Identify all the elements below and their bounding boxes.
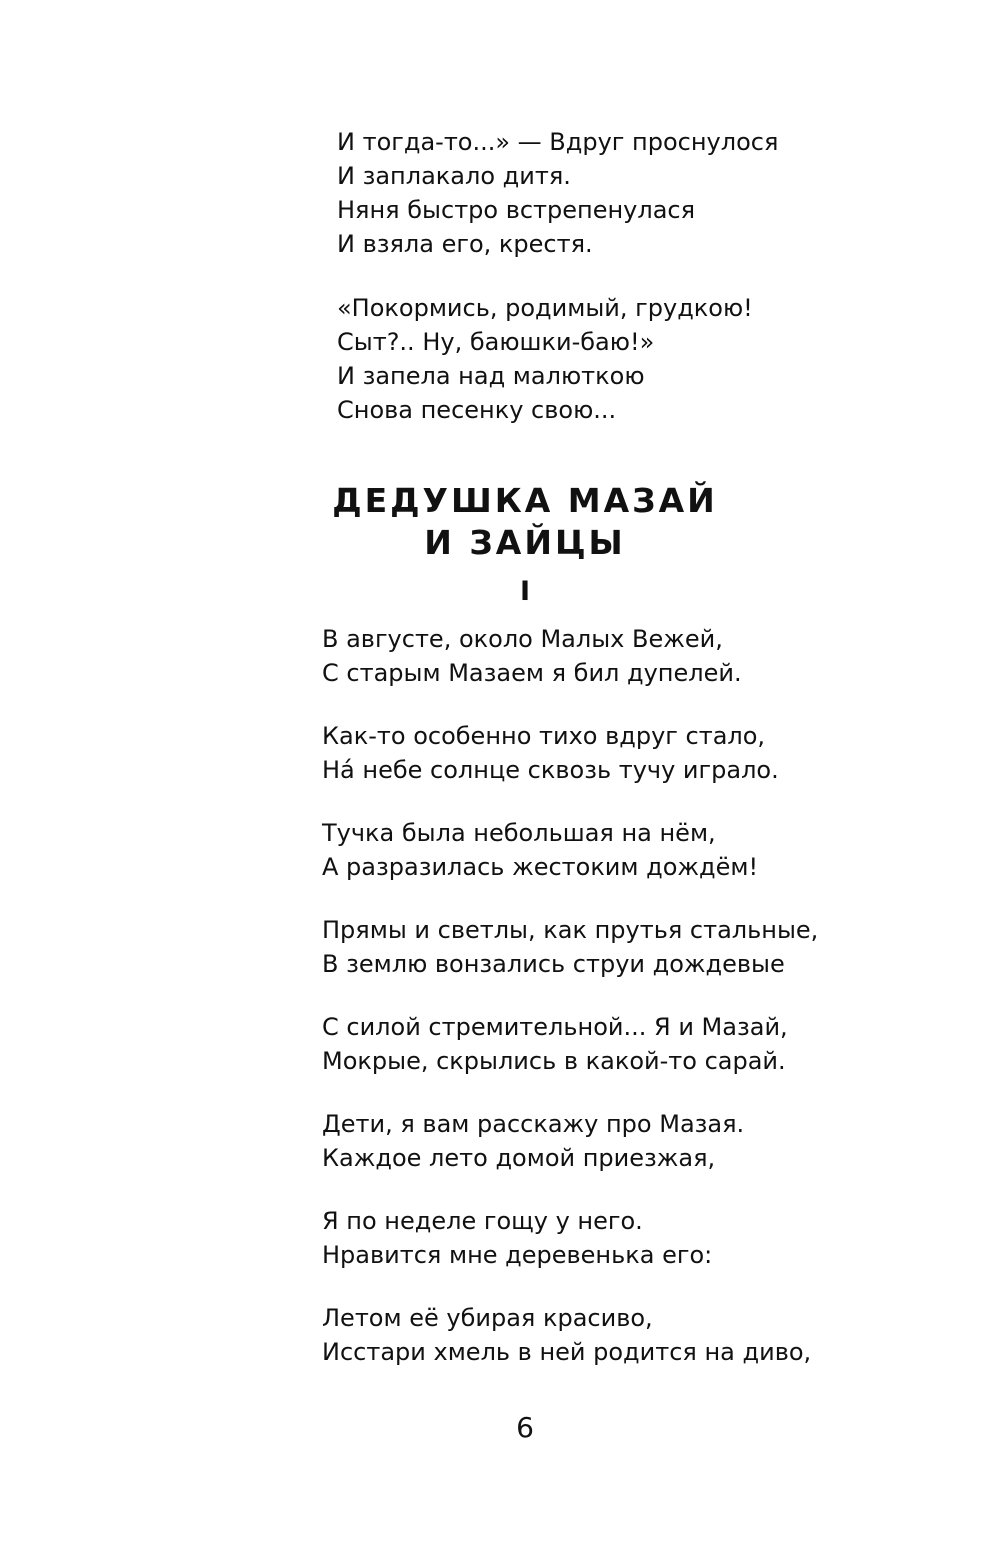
poem-line: Дети, я вам расскажу про Мазая. [322,1110,745,1138]
poem-line: В землю вонзались струи дождевые [322,950,785,978]
poem-title-line-2: И ЗАЙЦЫ [424,523,626,562]
poem-stanza [322,913,962,981]
poem-line: «Покормись, родимый, грудкою! [337,294,753,322]
poem-title [250,480,800,564]
page-number: 6 [516,1411,534,1444]
poem-stanza [337,291,937,427]
poem-line: Тучка была небольшая на нём, [322,819,716,847]
poem-stanza [322,1204,962,1272]
poem-line: Исстари хмель в ней родится на диво, [322,1338,812,1366]
poem-line: Сыт?.. Ну, баюшки-баю!» [337,328,655,356]
poem-stanza [337,125,937,261]
poem-stanza [322,1107,962,1175]
poem-line: На́ небе солнце сквозь тучу играло. [322,756,779,784]
poem-line: А разразилась жестоким дождём! [322,853,759,881]
poem-line: Каждое лето домой приезжая, [322,1144,716,1172]
poem-ending-block [337,125,937,457]
poem-stanza [322,719,962,787]
poem-line: И заплакало дитя. [337,162,571,190]
poem-line: Нравится мне деревенька его: [322,1241,713,1269]
poem-line: Прямы и светлы, как прутья стальные, [322,916,819,944]
part-number: I [519,576,531,607]
poem-line: Я по неделе гощу у него. [322,1207,643,1235]
poem-line: Няня быстро встрепенулася [337,196,696,224]
poem-stanza [322,622,962,690]
poem-line: Мокрые, скрылись в какой-то сарай. [322,1047,786,1075]
poem-title-line-1: ДЕДУШКА МАЗАЙ [332,481,718,520]
poem-body-block [322,622,962,1398]
poem-line: Летом её убирая красиво, [322,1304,653,1332]
poem-line: И запела над малюткою [337,362,645,390]
poem-line: И взяла его, крестя. [337,230,593,258]
poem-stanza [322,1301,962,1369]
poem-stanza [322,1010,962,1078]
poem-line: С старым Мазаем я бил дупелей. [322,659,742,687]
poem-line: В августе, около Малых Вежей, [322,625,723,653]
poem-line: С силой стремительной... Я и Мазай, [322,1013,788,1041]
poem-stanza [322,816,962,884]
poem-line: Снова песенку свою... [337,396,617,424]
poem-line: И тогда-то...» — Вдруг проснулося [337,128,779,156]
poem-line: Как-то особенно тихо вдруг стало, [322,722,766,750]
